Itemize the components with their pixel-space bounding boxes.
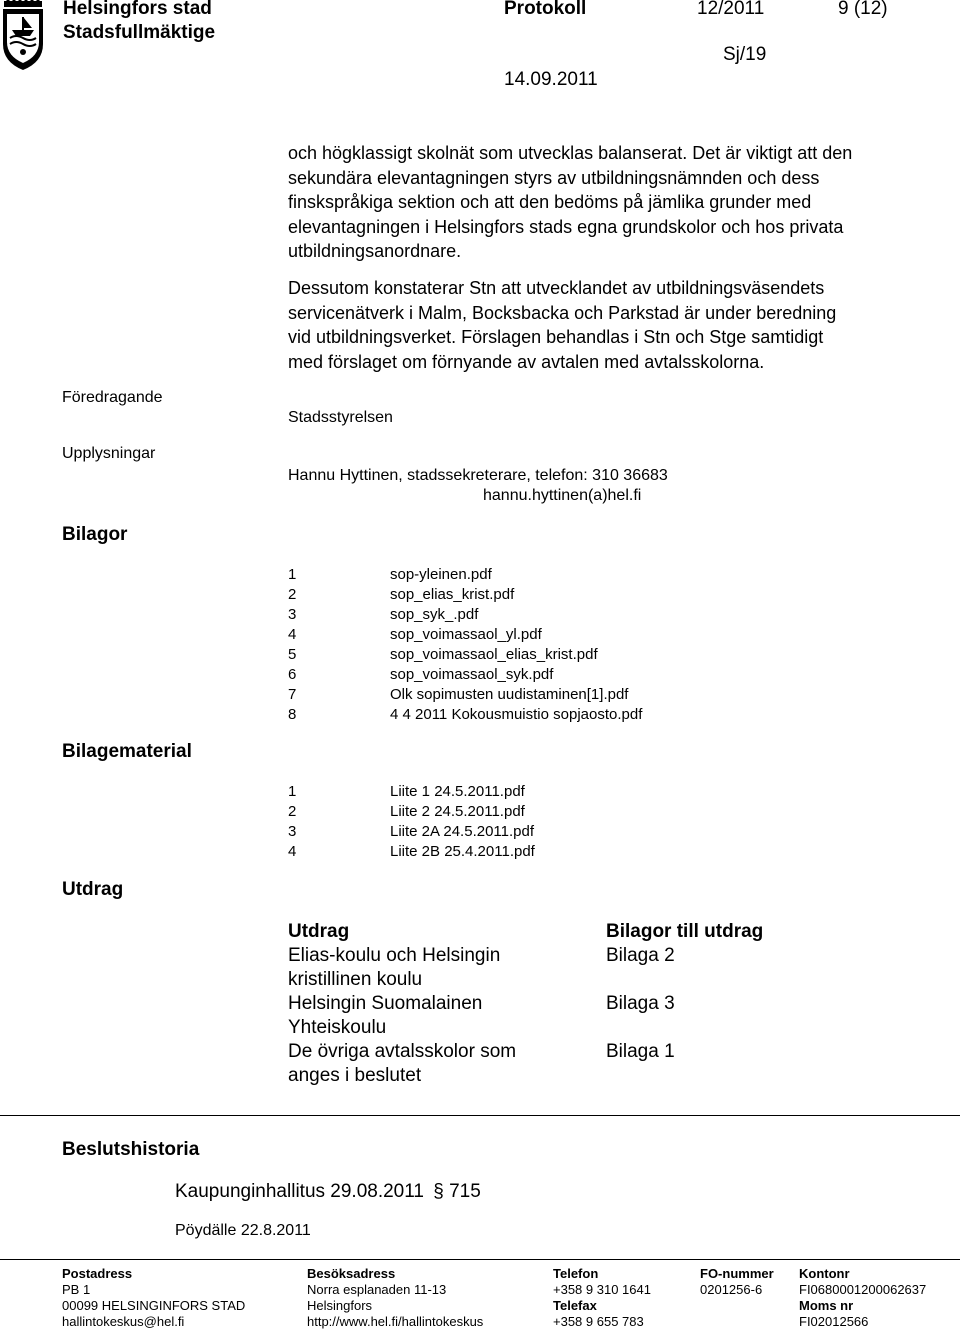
paragraph-line: sekundära elevantagningen styrs av utbildningsnämnden och dess (288, 167, 820, 188)
paragraph-line: utbildningsanordnare. (288, 241, 462, 261)
footer-label: Besöksadress (307, 1266, 396, 1281)
attachment-name[interactable]: Olk sopimusten uudistaminen[1].pdf (390, 686, 629, 703)
utdrag-heading: Utdrag (62, 879, 124, 900)
list-item[interactable] (288, 685, 642, 705)
recipient-line: Yhteiskoulu (288, 1017, 387, 1038)
footer-value: Norra esplanaden 11-13 (307, 1282, 447, 1297)
utdrag-column-header: Utdrag (288, 921, 350, 942)
list-item[interactable] (288, 782, 535, 802)
footer-value: 0201256-6 (700, 1282, 763, 1297)
attachment-name[interactable]: sop_voimassaol_elias_krist.pdf (390, 646, 598, 663)
list-item[interactable] (288, 565, 642, 585)
recipient-line: Helsingin Suomalainen (288, 993, 483, 1014)
bilaga-cell: Bilaga 1 (606, 1041, 675, 1062)
bilagor-column-header: Bilagor till utdrag (606, 921, 764, 942)
bilaga-cell: Bilaga 3 (606, 993, 675, 1014)
footer-value: PB 1 (62, 1282, 91, 1297)
attachment-name[interactable]: 4 4 2011 Kokousmuistio sopjaosto.pdf (390, 706, 643, 723)
contact-person: Hannu Hyttinen, stadssekreterare, telefon: 310 36683 (288, 467, 668, 484)
foredragande-label: Föredragande (62, 389, 163, 406)
attachment-number: 3 (288, 606, 297, 623)
recipient-line: De övriga avtalsskolor som (288, 1041, 517, 1062)
footer-phone (553, 1266, 651, 1330)
paragraph-continued (288, 141, 852, 264)
decision-body-date: Kaupunginhallitus 29.08.2011 (175, 1181, 424, 1202)
list-item[interactable] (288, 822, 535, 842)
material-name[interactable]: Liite 2B 25.4.2011.pdf (390, 843, 535, 860)
upplysningar-label: Upplysningar (62, 445, 156, 462)
section-sign-icon: § (433, 1181, 444, 1202)
footer-label: Telefax (553, 1298, 597, 1313)
footer-label: Kontonr (799, 1266, 850, 1281)
beslutshistoria-heading: Beslutshistoria (62, 1139, 200, 1160)
footer-visiting (307, 1266, 483, 1330)
bilagematerial-heading: Bilagematerial (62, 741, 192, 762)
contact-email[interactable]: hannu.hyttinen(a)hel.fi (483, 487, 642, 504)
material-name[interactable]: Liite 1 24.5.2011.pdf (390, 783, 525, 800)
list-item[interactable] (288, 625, 642, 645)
attachment-name[interactable]: sop_elias_krist.pdf (390, 586, 515, 603)
material-number: 3 (288, 823, 297, 840)
recipient-line: anges i beslutet (288, 1065, 422, 1086)
bilaga-cell: Bilaga 2 (606, 945, 675, 966)
footer-label: Telefon (553, 1266, 599, 1281)
tabled-note: Pöydälle 22.8.2011 (175, 1222, 311, 1239)
attachment-number: 2 (288, 586, 297, 603)
bilagor-heading: Bilagor (62, 524, 128, 545)
recipient-line: Elias-koulu och Helsingin (288, 945, 501, 966)
paragraph-line: servicenätverk i Malm, Bocksbacka och Parkstad är under beredning (288, 302, 837, 323)
city-name: Helsingfors stad (63, 0, 212, 19)
foredragande-value: Stadsstyrelsen (288, 409, 393, 426)
footer-email[interactable]: hallintokeskus@hel.fi (62, 1314, 185, 1329)
attachment-number: 8 (288, 706, 297, 723)
recipient-line: kristillinen koulu (288, 969, 423, 990)
footer-label: Moms nr (799, 1298, 854, 1313)
paragraph-line: Dessutom konstaterar Stn att utvecklandet av utbildningsväsendets (288, 278, 825, 298)
attachment-name[interactable]: sop_voimassaol_syk.pdf (390, 666, 554, 683)
table-row (288, 1040, 763, 1088)
material-number: 1 (288, 783, 297, 800)
footer-value: FI02012566 (799, 1314, 869, 1329)
footer-value: 00099 HELSINGINFORS STAD (62, 1298, 246, 1313)
attachment-number: 1 (288, 566, 297, 583)
material-number: 2 (288, 803, 297, 820)
footer-account (799, 1266, 926, 1330)
paragraph-line: och högklassigt skolnät som utvecklas balanserat. Det är viktigt att den (288, 143, 853, 163)
footer-website-link[interactable]: http://www.hel.fi/hallintokeskus (307, 1314, 484, 1329)
footer-value: +358 9 655 783 (553, 1314, 644, 1329)
council-name: Stadsfullmäktige (63, 22, 216, 43)
attachment-number: 4 (288, 626, 297, 643)
footer-business-id (700, 1266, 774, 1298)
attachment-material-list (288, 782, 535, 862)
list-item[interactable] (288, 705, 642, 725)
material-name[interactable]: Liite 2 24.5.2011.pdf (390, 803, 525, 820)
attachment-number: 6 (288, 666, 297, 683)
footer-value: +358 9 310 1641 (553, 1282, 651, 1297)
material-name[interactable]: Liite 2A 24.5.2011.pdf (390, 823, 535, 840)
item-number: Sj/19 (723, 44, 767, 65)
decision-history-entry (175, 1181, 481, 1203)
list-item[interactable] (288, 645, 642, 665)
paragraph-line: elevantagningen i Helsingfors stads egna grundskolor och hos privata (288, 216, 844, 237)
attachment-list (288, 565, 642, 725)
meeting-date: 14.09.2011 (504, 69, 598, 90)
attachment-number: 5 (288, 646, 297, 663)
footer-divider (0, 1259, 960, 1260)
utdrag-table (288, 920, 763, 1088)
list-item[interactable] (288, 605, 642, 625)
paragraph-service-network (288, 276, 836, 374)
footer-postal (62, 1266, 245, 1330)
paragraph-line: finskspråkiga sektion och att den bedöms på jämlika grunder med (288, 192, 812, 212)
decision-section-number: 715 (449, 1181, 481, 1202)
section-divider (0, 1115, 960, 1116)
footer-label: Postadress (62, 1266, 133, 1281)
table-row (288, 944, 763, 992)
list-item[interactable] (288, 665, 642, 685)
list-item[interactable] (288, 802, 535, 822)
document-type: Protokoll (504, 0, 587, 19)
footer-label: FO-nummer (700, 1266, 774, 1281)
attachment-name[interactable]: sop_voimassaol_yl.pdf (390, 626, 542, 643)
page-number: 9 (12) (838, 0, 888, 19)
attachment-number: 7 (288, 686, 297, 703)
attachment-name[interactable]: sop-yleinen.pdf (390, 566, 492, 583)
helsinki-coat-of-arms-icon (2, 0, 44, 72)
table-header-row (288, 920, 763, 944)
footer-value: Helsingfors (307, 1298, 373, 1313)
material-number: 4 (288, 843, 297, 860)
list-item[interactable] (288, 585, 642, 605)
attachment-name[interactable]: sop_syk_.pdf (390, 606, 479, 623)
paragraph-line: med förslaget om förnyande av avtalen med avtalsskolorna. (288, 351, 765, 372)
list-item[interactable] (288, 842, 535, 862)
footer-value: FI0680001200062637 (799, 1282, 927, 1297)
paragraph-line: vid utbildningsverket. Förslagen behandlas i Stn och Stge samtidigt (288, 327, 824, 347)
recipient-cell (288, 992, 606, 1040)
table-row (288, 992, 763, 1040)
document-number: 12/2011 (697, 0, 765, 19)
recipient-cell (288, 944, 606, 992)
recipient-cell (288, 1040, 606, 1088)
